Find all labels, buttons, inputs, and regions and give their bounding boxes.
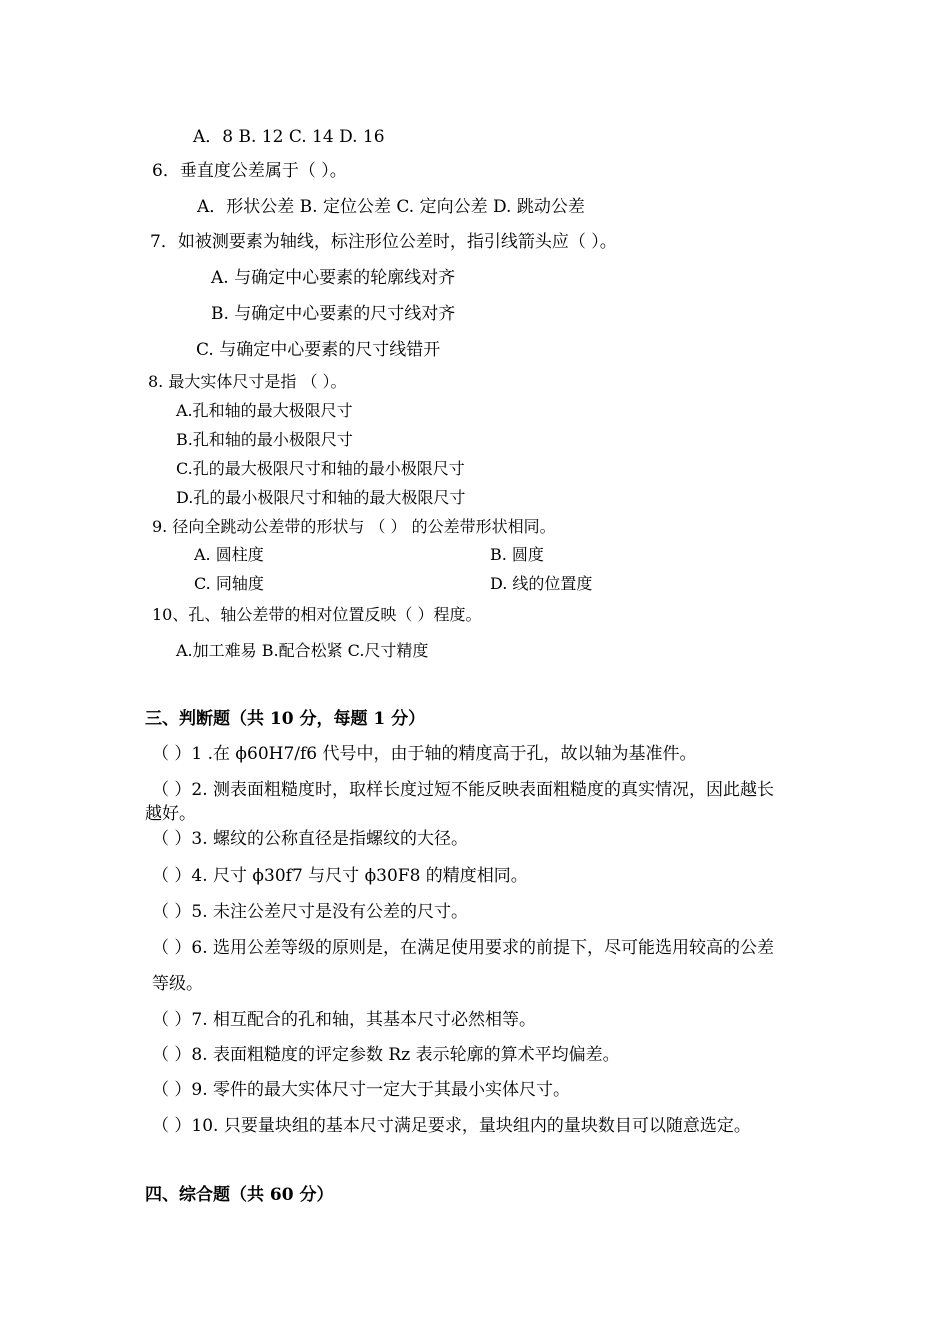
tf-item-10: （ ）10. 只要量块组的基本尺寸满足要求，量块组内的量块数目可以随意选定。 <box>152 1116 751 1136</box>
q9-option-b: B. 圆度 <box>490 545 544 564</box>
tf-item-2-cont: 越好。 <box>145 804 196 824</box>
q10-options: A.加工难易 B.配合松紧 C.尺寸精度 <box>176 641 429 660</box>
q9-stem: 9. 径向全跳动公差带的形状与 （ ） 的公差带形状相同。 <box>152 517 556 536</box>
q8-option-a: A.孔和轴的最大极限尺寸 <box>176 401 353 420</box>
q8-stem: 8. 最大实体尺寸是指 （ ）。 <box>148 372 347 391</box>
q8-option-b: B.孔和轴的最小极限尺寸 <box>176 430 353 449</box>
tf-item-1: （ ）1 .在 ϕ60H7/f6 代号中，由于轴的精度高于孔，故以轴为基准件。 <box>152 744 697 764</box>
tf-item-5: （ ）5. 未注公差尺寸是没有公差的尺寸。 <box>152 902 469 922</box>
tf-item-4: （ ）4. 尺寸 ϕ30f7 与尺寸 ϕ30F8 的精度相同。 <box>152 866 528 886</box>
q10-stem: 10、孔、轴公差带的相对位置反映（ ）程度。 <box>152 605 482 624</box>
q6-stem: 6．垂直度公差属于（ ）。 <box>152 161 347 181</box>
section4-title: 四、综合题（共 60 分） <box>145 1185 334 1205</box>
q9-option-a: A. 圆柱度 <box>194 545 264 564</box>
q7-option-a: A. 与确定中心要素的轮廓线对齐 <box>211 268 456 288</box>
tf-item-8: （ ）8. 表面粗糙度的评定参数 Rz 表示轮廓的算术平均偏差。 <box>152 1045 620 1065</box>
q8-option-c: C.孔的最大极限尺寸和轴的最小极限尺寸 <box>176 459 465 478</box>
q8-option-d: D.孔的最小极限尺寸和轴的最大极限尺寸 <box>176 488 466 507</box>
q9-option-d: D. 线的位置度 <box>490 574 593 593</box>
q9-option-c: C. 同轴度 <box>194 574 264 593</box>
tf-item-6: （ ）6. 选用公差等级的原则是，在满足使用要求的前提下，尽可能选用较高的公差 <box>152 938 775 958</box>
tf-item-3: （ ）3. 螺纹的公称直径是指螺纹的大径。 <box>152 829 469 849</box>
tf-item-2: （ ）2. 测表面粗糙度时，取样长度过短不能反映表面粗糙度的真实情况，因此越长 <box>152 780 775 800</box>
q7-stem: 7．如被测要素为轴线，标注形位公差时，指引线箭头应（ ）。 <box>150 232 617 252</box>
q7-option-b: B. 与确定中心要素的尺寸线对齐 <box>211 304 456 324</box>
q5-options: A．8 B. 12 C. 14 D. 16 <box>193 127 385 147</box>
q6-options: A．形状公差 B. 定位公差 C. 定向公差 D. 跳动公差 <box>197 197 585 217</box>
tf-item-9: （ ）9. 零件的最大实体尺寸一定大于其最小实体尺寸。 <box>152 1080 571 1100</box>
tf-item-6-cont: 等级。 <box>152 974 203 994</box>
q7-option-c: C. 与确定中心要素的尺寸线错开 <box>196 340 441 360</box>
tf-item-7: （ ）7. 相互配合的孔和轴，其基本尺寸必然相等。 <box>152 1010 537 1030</box>
section3-title: 三、判断题（共 10 分，每题 1 分） <box>145 709 426 729</box>
